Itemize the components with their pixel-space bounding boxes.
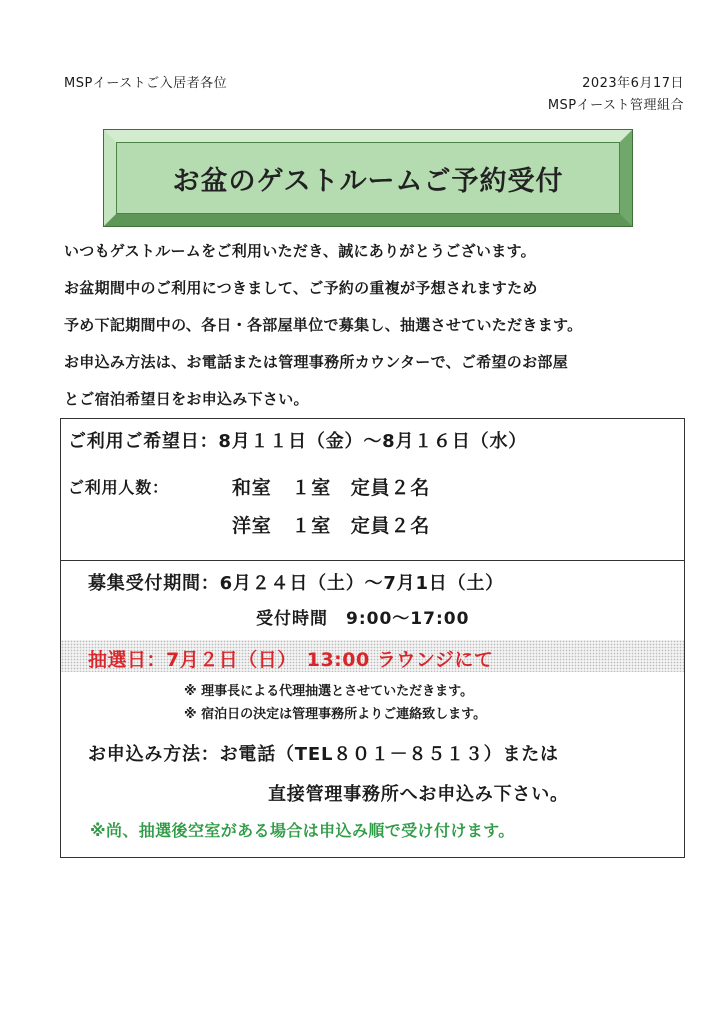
application-method-cont: 直接管理事務所へお申込み下さい。 (268, 784, 569, 805)
intro-line-1: いつもゲストルームをご利用いただき、誠にありがとうございます。 (64, 242, 536, 260)
note-contact: ※ 宿泊日の決定は管理事務所よりご連絡致します。 (184, 707, 487, 722)
intro-line-3: 予め下記期間中の、各日・各部屋単位で募集し、抽選させていただきます。 (64, 316, 583, 334)
intro-line-2: お盆期間中のご利用につきまして、ご予約の重複が予想されますため (64, 279, 538, 297)
reception-hours: 受付時間 9:00～17:00 (256, 609, 470, 629)
application-method: お申込み方法：お電話（TEL８０１－８５１３）または (88, 744, 559, 765)
issue-date: 2023年6月17日 (582, 76, 684, 91)
room-western: 洋室 １室 定員２名 (232, 515, 431, 537)
intro-line-4: お申込み方法は、お電話または管理事務所カウンターで、ご希望のお部屋 (64, 353, 569, 371)
lottery-date: 抽選日：7月２日（日） 13:00 ラウンジにて (88, 649, 494, 671)
people-label: ご利用人数： (68, 478, 169, 497)
application-period: 募集受付期間：6月２４日（土）～7月1日（土） (88, 573, 504, 594)
note-proxy-lottery: ※ 理事長による代理抽選とさせていただきます。 (184, 684, 474, 699)
title-plaque (104, 130, 632, 226)
vacancy-note: ※尚、抽選後空室がある場合は申込み順で受け付けます。 (90, 821, 515, 840)
usage-period: ご利用ご希望日：8月１１日（金）～8月１６日（水） (68, 431, 528, 452)
intro-line-5: とご宿泊希望日をお申込み下さい。 (64, 390, 309, 408)
room-japanese: 和室 １室 定員２名 (232, 477, 431, 499)
page-title: お盆のゲストルームご予約受付 (172, 165, 564, 197)
addressee: MSPイーストご入居者各位 (64, 76, 228, 91)
issuer: MSPイースト管理組合 (547, 98, 684, 113)
